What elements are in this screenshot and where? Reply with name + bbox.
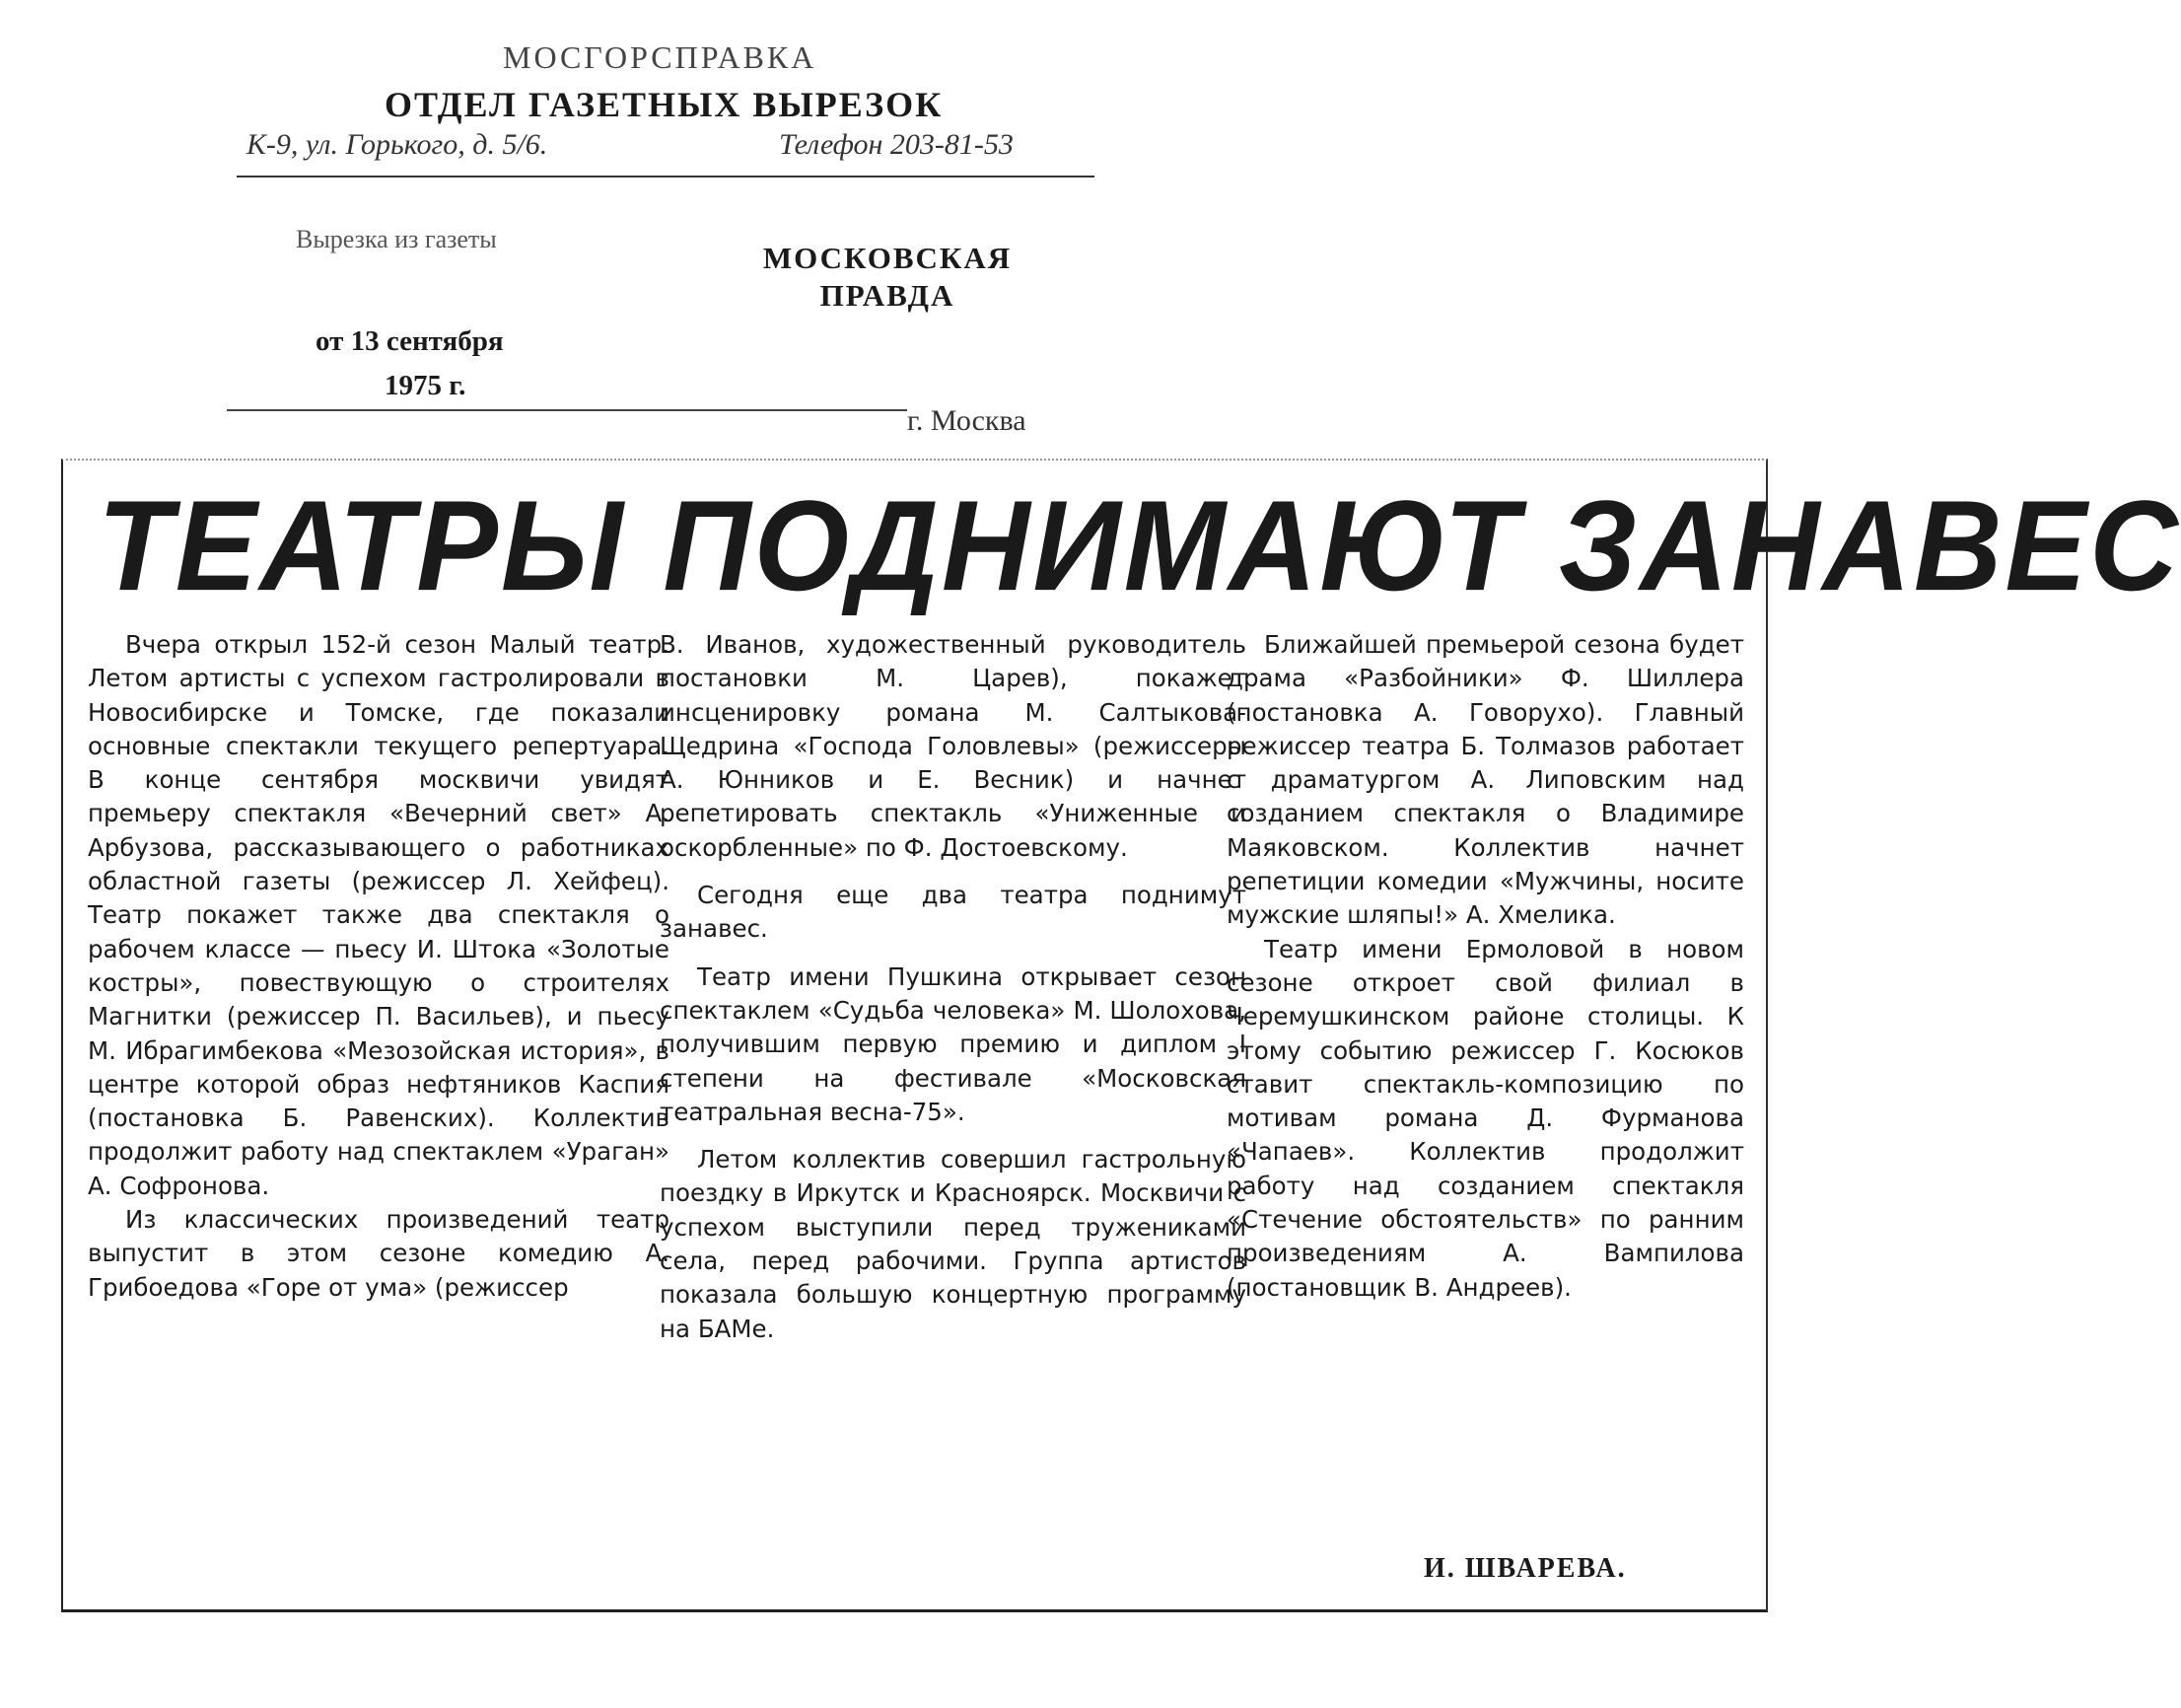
stamp-address: К-9, ул. Горького, д. 5/6. (246, 128, 548, 161)
paragraph: Летом коллектив совершил гастрольную поездку в Иркутск и Красноярск. Москвичи с успехом выступили перед тружениками села, перед рабочими. Группа артистов показала большую концертную программу на БАМе. (660, 1145, 1246, 1343)
publication-year: 1975 г. (385, 370, 466, 401)
newspaper-name-line1: МОСКОВСКАЯ (762, 241, 1013, 275)
stamp-underline (237, 176, 1094, 178)
stamp-address-line (246, 128, 1014, 162)
author-signature: И. ШВАРЕВА. (1424, 1553, 1627, 1584)
source-label: Вырезка из газеты (296, 225, 497, 253)
article-headline: ТЕАТРЫ ПОДНИМАЮТ ЗАНАВЕС (98, 474, 2181, 618)
paragraph: Вчера открыл 152-й сезон Малый театр. Летом артисты с успехом гастролировали в Новосибирске и Томске, где показали основные спектакли текущего репертуара. В конце сентября москвичи увидят премьеру спектакля «Вечерний свет» А. Арбузова, рассказывающего о работниках областной газеты (режиссер Л. Хейфец). Театр покажет также два спектакля о рабочем классе — пьесу И. Штока «Золотые костры», повествующую о строителях Магнитки (режиссер П. Васильев), и пьесу М. Ибрагимбекова «Мезозойская история», в центре которой образ нефтяников Каспия (постановка Б. Равенских). Коллектив продолжит работу над спектаклем «Ураган» А. Софронова. (88, 630, 669, 1200)
date-underline (227, 409, 907, 411)
article-column-3 (1227, 628, 1744, 1305)
stamp-org: МОСГОРСПРАВКА (503, 39, 817, 75)
publication-date: от 13 сентября (316, 325, 504, 357)
article-column-2 (660, 628, 1246, 1346)
paragraph: Из классических произведений театр выпустит в этом сезоне комедию А. Грибоедова «Горе от ума» (режиссер (88, 1205, 669, 1302)
newspaper-name-line2: ПРАВДА (819, 278, 955, 313)
paragraph: Сегодня еще два театра поднимут занавес. (660, 881, 1246, 944)
newspaper-name (739, 240, 1035, 315)
stamp-phone: Телефон 203-81-53 (779, 128, 1014, 161)
paragraph: Ближайшей премьерой сезона будет драма «Разбойники» Ф. Шиллера (постановка А. Говорухо). Главный режиссер театра Б. Толмазов работает с драматургом А. Липовским над созданием спектакля о Владимире Маяковском. Коллектив начнет репетиции комедии «Мужчины, носите мужские шляпы!» А. Хмелика. (1227, 630, 1744, 930)
publication-city: г. Москва (907, 404, 1026, 437)
paragraph: Театр имени Ермоловой в новом сезоне откроет свой филиал в Черемушкинском районе столицы. К этому событию режиссер Г. Косюков ставит спектакль-композицию по мотивам романа Д. Фурманова «Чапаев». Коллектив продолжит работу над созданием спектакля «Стечение обстоятельств» по ранним произведениям А. Вампилова (постановщик В. Андреев). (1227, 934, 1744, 1302)
article-column-1 (88, 628, 669, 1305)
stamp-dept: ОТДЕЛ ГАЗЕТНЫХ ВЫРЕЗОК (385, 85, 944, 124)
paragraph: Театр имени Пушкина открывает сезон спектаклем «Судьба человека» М. Шолохова, получившим первую премию и диплом I степени на фестивале «Московская театральная весна-75». (660, 961, 1246, 1126)
newspaper-clipping (61, 459, 2181, 1612)
paragraph: В. Иванов, художественный руководитель постановки М. Царев), покажет инсценировку романа М. Салтыкова-Щедрина «Господа Головлевы» (режиссеры А. Юнников и Е. Весник) и начнет репетировать спектакль «Униженные и оскорбленные» по Ф. Достоевскому. (660, 630, 1246, 862)
